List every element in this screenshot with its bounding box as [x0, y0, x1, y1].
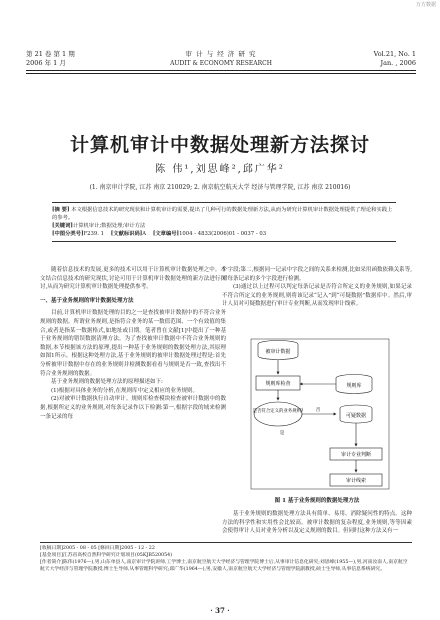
abstract-rule-bottom	[52, 241, 396, 242]
node-judge-label: 审计专业判断	[340, 452, 372, 458]
abstract-label: [摘 要]	[52, 207, 70, 213]
section-heading-1: 一、基于业务规则的审计数据处理方法	[40, 297, 134, 304]
body-paragraph-1: 目前,计算机审计数据处理的目的之一是查找被审计数据中的不符合业务规则的数据。所谓业务规则,是指符合业务的某一数值范围、一个有效值的集合,或者是指某一数据格式,如地址或日期。笔者曾在文献[1]中提出了一种基于业务规则的错误数据清理方法。为了查找被审计数据中不符合业务规则的数据,本节根据该方法的原理,提出一种基于业务规则的数据处理方法,其原理如图1所示。根据这种处理方法,基于业务规则的被审计数据处理过程是:首先分析被审计数据中存在的业务规则并检测数据看看与规则是否一致,查找出不符合业务规则的数据。	[40, 310, 226, 377]
classification-line	[52, 230, 396, 238]
author-affiliation: (1. 南京审计学院, 江苏 南京 210029; 2. 南京航空航天大学 经济与管理学院, 江苏 南京 210016)	[89, 184, 351, 191]
keywords-text: 计算机审计;数据处理;审计方法	[72, 223, 146, 229]
article-authors: 陈 伟¹,刘思峰²,邱广华²	[155, 164, 285, 175]
node-input-label: 被审计数据	[265, 349, 291, 355]
list-item-1: (1)根据对具体业务的分析,在规则库中定义相应的业务规则。	[51, 387, 199, 394]
header-date: 2006 年 1 月	[26, 59, 66, 67]
node-clue-label: 审计线索	[345, 478, 367, 484]
keywords-line	[52, 222, 396, 230]
header-center	[156, 50, 286, 68]
clc-value: F239. 1	[83, 231, 105, 237]
abstract-text: 本文根据信息技术的研究现状和计算机审计的需要,提出了几种可行的数据处理新方法,从而为研究计算机审计数据处理提供了理论和实践上的参考。	[52, 207, 393, 221]
header-date-en: Jan. , 2006	[380, 59, 416, 67]
doc-code-value: A	[142, 231, 147, 237]
header-rule-thick	[26, 70, 416, 71]
keywords-label: [关键词]	[52, 223, 73, 229]
node-suspect-label: 可疑数据	[345, 413, 367, 419]
footnote-rule	[40, 542, 412, 543]
list-item-2: (2)对被审计数据执行自动审计。规则库检查模块检查被审计数据中的数据,根据所定义的业务规则,对每条记录作以下检测:第一,根据字段的域来检测一条记录的每	[40, 396, 226, 420]
left-column	[40, 266, 226, 421]
intro-paragraph: 随着信息技术的发展,更多的技术可以用于计算机审计数据处理之中。本文结合信息技术的研究现状,讨论可用于计算机审计数据处理的新方法进行探讨,从而为研究计算机审计数据处理提供参考。	[40, 267, 226, 291]
header-left	[26, 50, 75, 68]
abstract-rule-top	[52, 202, 396, 203]
footnotes	[40, 542, 412, 573]
footnote-fund: [基金项目]江苏省高校自然科学研究计划项目(05KJB520054)	[40, 553, 173, 558]
node-input-db	[258, 341, 298, 360]
header-volume: 第 21 卷 第 1 期	[26, 50, 75, 58]
node-rules-db	[336, 375, 372, 394]
node-decision-label	[253, 407, 304, 414]
footnote-received: [收稿日期]2005 - 08 - 05 [修回日期]2005 - 12 - 22	[40, 546, 155, 551]
running-header	[26, 50, 416, 72]
body-paragraph-after-figure: 基于业务规则的数据处理方法具有简单、易用、消除疑问性的特点。这种方法的科学性和实用性会比较高。被审计数据的复杂程度,业务规则,等等因素会使得审计人员对业务分析以及定义规则的数目。但同时这种方法又有一	[222, 511, 412, 535]
figure-1-caption: 图 1 基于业务规则的数据处理方法	[274, 498, 360, 504]
continued-paragraph: 个字段;第二,根据同一记录中字段之间的关系来检测,比如采用函数依赖关系等,对每条记录的多个字段进行检测。	[222, 267, 412, 282]
node-decision	[254, 402, 302, 426]
footnote-bio: [作者简介]陈伟(1976—),男,山东单县人,南京审计学院讲师,工学博士,南京航空航天大学经济与管理学院博士后,从事审计信息化研究;刘思峰(1955—),男,河南汝南人,南京航空航天大学经济与管理学院教授,博士生导师,从事管理科学研究;邱广华(1964—),男,安徽人,南京航空航天大学经济与管理学院副教授,硕士生导师,从事信息系统研究。	[40, 560, 408, 572]
right-column	[222, 266, 412, 309]
header-rule-thin	[26, 73, 416, 74]
flowchart-svg	[250, 338, 390, 490]
node-check-label: 规则库检查	[265, 381, 291, 387]
journal-name-en: AUDIT & ECONOMY RESEARCH	[170, 60, 272, 67]
watermark: 万方数据	[415, 2, 436, 8]
header-vol-en: Vol.21, No. 1	[373, 50, 416, 58]
page-number: · 37 ·	[210, 606, 230, 615]
label-no: 否	[315, 408, 321, 413]
article-no-label: [文章编号]	[152, 231, 180, 237]
article-title: 计算机审计中数据处理新方法探讨	[69, 134, 370, 156]
header-right	[374, 50, 416, 68]
abstract-paragraph	[52, 206, 396, 222]
label-yes: 是	[279, 431, 285, 436]
clc-label: [中图分类号]	[52, 231, 84, 237]
right-column-lower	[222, 510, 412, 536]
figure-1-flowchart	[250, 338, 390, 490]
doc-code-label: [文献标识码]	[110, 231, 143, 237]
abstract-block	[52, 202, 396, 242]
journal-name-cn: 审 计 与 经 济 研 究	[185, 50, 257, 58]
article-no-value: 1004 - 4833(2006)01 - 0037 - 03	[179, 231, 267, 237]
node-decision-line: 是否符合定义的业务规则?	[252, 409, 304, 414]
list-item-3: (3)通过以上过程可以判定每条记录是否符合所定义的业务规则,如果记录不符合所定义的业务规则,则将该记录“记入”到“可疑数据”数据库中。然后,审计人员对可疑数据进行审计专业判断,从而发现审计线索。	[222, 284, 412, 308]
body-paragraph-2: 基于业务规则的数据处理方法的原理描述如下:	[51, 379, 163, 386]
node-rules-label: 规则库	[346, 383, 362, 389]
